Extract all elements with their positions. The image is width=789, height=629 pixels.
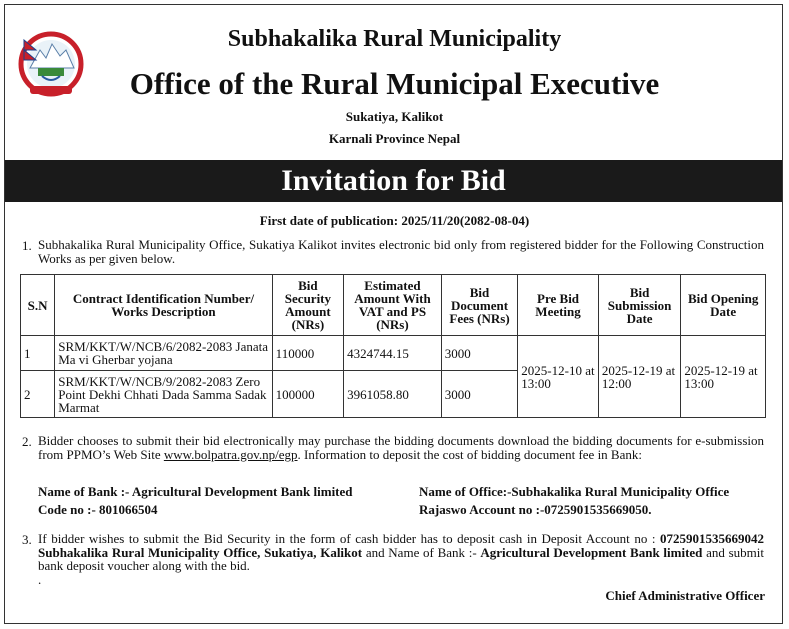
bid-table [20, 274, 766, 418]
rajaswo-account: Rajaswo Account no :-0725901535669050. [419, 502, 652, 517]
section-3-text-b: and Name of Bank :- [362, 544, 481, 560]
header-submission: Bid Submission Date [598, 275, 681, 336]
header-estimate: Estimated Amount With VAT and PS (NRs) [344, 275, 442, 336]
header-opening: Bid Opening Date [681, 275, 766, 336]
section-2-number: 2. [22, 434, 32, 449]
section-2-text-b: . Information to deposit the cost of bidding document fee in Bank: [297, 446, 642, 462]
office-name: Name of Office:-Subhakalika Rural Municipality Office [419, 484, 730, 499]
section-3-dot: . [38, 571, 42, 587]
section-3-text-a: If bidder wishes to submit the Bid Security in the form of cash bidder has to deposit cash in Deposit Account no : [38, 531, 660, 546]
address-line: Sukatiya, Kalikot [345, 109, 444, 124]
section-3-text [38, 532, 764, 586]
province-line: Karnali Province Nepal [328, 131, 461, 146]
cell-contract: SRM/KKT/W/NCB/9/2082-2083 Zero Point Dekhi Chhati Dada Samma Sadak Marmat [55, 371, 272, 418]
section-3-number: 3. [22, 532, 32, 547]
ppmo-website-link[interactable]: www.bolpatra.gov.np/egp [163, 446, 298, 462]
table-row [21, 336, 766, 371]
header-prebid: Pre Bid Meeting [518, 275, 599, 336]
table-header-row [21, 275, 766, 336]
header-sn: S.N [21, 275, 55, 336]
header-security: Bid Security Amount (NRs) [272, 275, 343, 336]
publication-date: First date of publication: 2025/11/20(2082-08-04) [259, 213, 530, 228]
notice-title-banner: Invitation for Bid [5, 160, 782, 202]
deposit-account-detail: 0725901535669042 Subhakalika Rural Municipality Office, Sukatiya, Kalikot [38, 531, 764, 560]
header-fees: Bid Document Fees (NRs) [441, 275, 518, 336]
deposit-bank-name: Agricultural Development Bank limited [480, 544, 703, 560]
cell-contract: SRM/KKT/W/NCB/6/2082-2083 Janata Ma vi Gherbar yojana [55, 336, 272, 371]
cell-fees: 3000 [441, 336, 518, 371]
section-1-number: 1. [22, 238, 32, 253]
office-title: Office of the Rural Municipal Executive [129, 66, 660, 101]
bank-code: Code no :- 801066504 [38, 502, 158, 517]
header-contract: Contract Identification Number/ Works Description [55, 275, 272, 336]
cell-security: 100000 [272, 371, 343, 418]
cell-prebid: 2025-12-10 at 13:00 [518, 336, 599, 418]
section-2-text [38, 434, 764, 461]
cell-fees: 3000 [441, 371, 518, 418]
cell-security: 110000 [272, 336, 343, 371]
cell-opening: 2025-12-19 at 13:00 [681, 336, 766, 418]
cell-sn: 1 [21, 336, 55, 371]
cell-estimate: 3961058.80 [344, 371, 442, 418]
cell-estimate: 4324744.15 [344, 336, 442, 371]
section-2-text-a: Bidder chooses to submit their bid electronically may purchase the bidding documents download the bidding documents for e-submission from PPMO’s Web Site [38, 433, 764, 462]
municipality-name: Subhakalika Rural Municipality [227, 26, 562, 52]
signature-title: Chief Administrative Officer [605, 588, 765, 603]
section-1-text: Subhakalika Rural Municipality Office, Sukatiya Kalikot invites electronic bid only from registered bidder for the Following Construction Works as per given below. [38, 237, 764, 266]
cell-sn: 2 [21, 371, 55, 418]
bank-name: Name of Bank :- Agricultural Development Bank limited [38, 484, 353, 499]
cell-submission: 2025-12-19 at 12:00 [598, 336, 681, 418]
section-3-text-c: and submit bank deposit voucher along with the bid. [38, 544, 764, 573]
